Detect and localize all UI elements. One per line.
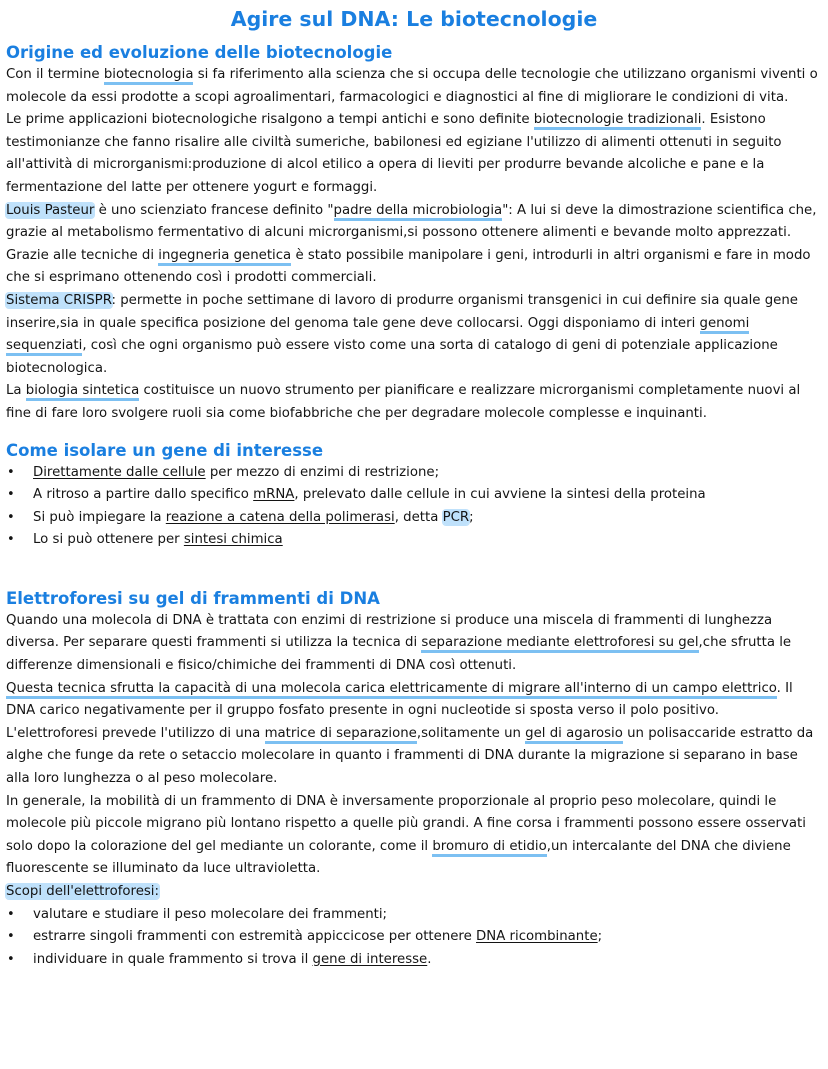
spacer (6, 426, 822, 440)
text: ; (469, 509, 474, 525)
highlight-term: Sistema CRISPR (6, 292, 112, 308)
underlined-term: gene di interesse (312, 951, 428, 967)
paragraph (6, 64, 822, 109)
text: In generale, la mobilità di un frammento di DNA è inversamente proporzionale al proprio peso molecolare, quindi le molecole più piccole migrano più lontano rispetto a quelle più grandi. A fine corsa i frammenti possono essere osservati solo dopo la colorazione del gel mediante un colorante, come il (6, 793, 806, 854)
highlight-term: bromuro di etidio (432, 839, 546, 857)
text: . Esistono testimonianze che fanno risalire alle civiltà sumeriche, babilonesi ed egiziane l'utilizzo di alimenti ottenuti in seguito all'attività di microrganismi:produzione di alcol etilico a opera di lieviti per produrre bevande alcoliche e pane e la fermentazione del latte per ottenere yogurt e formaggi. (6, 112, 782, 195)
text: Lo si può ottenere per (33, 532, 184, 548)
text: Si può impiegare la (33, 509, 166, 525)
highlight-term: matrice di separazione (265, 726, 417, 744)
highlight-term: padre della microbiologia (334, 203, 503, 221)
text: costituisce un nuovo strumento per pianificare e realizzare microrganismi completamente nuovi al fine di fare loro svolgere ruoli sia come biofabbriche che per degradare molecole complesse e inquinanti. (6, 383, 801, 421)
highlight-term: Louis Pasteur (6, 202, 95, 218)
bullet-icon: • (7, 487, 15, 503)
underlined-term: reazione a catena della polimerasi (165, 509, 395, 525)
paragraph (6, 678, 822, 723)
highlight-term: biotecnologie tradizionali (534, 112, 702, 130)
paragraph (6, 723, 822, 791)
highlight-term: genomi sequenziati (6, 316, 749, 357)
underlined-term: sintesi chimica (183, 532, 283, 548)
text: Quando una molecola di DNA è trattata con enzimi di restrizione si produce una miscela di frammenti di lunghezza diversa. Per separare questi frammenti si utilizza la tecnica di (6, 612, 773, 651)
paragraph (6, 610, 822, 678)
text: individuare in quale frammento si trova il (33, 951, 313, 967)
underlined-term: DNA ricombinante (476, 929, 598, 945)
paragraph (6, 881, 822, 904)
section-heading: Origine ed evoluzione delle biotecnologie (6, 43, 393, 62)
text: ,che sfrutta le differenze dimensionali e fisico/chimiche dei frammenti di DNA così ottenuti. (6, 635, 792, 674)
text: , così che ogni organismo può essere visto come una sorta di catalogo di geni di potenziale applicazione biotecnologica. (6, 338, 778, 376)
text: è uno scienziato francese definito " (94, 202, 334, 218)
section-origine (6, 42, 822, 426)
section-elettroforesi (6, 588, 822, 972)
highlight-term: PCR (442, 509, 470, 525)
text: , detta (394, 509, 443, 525)
text: estrarre singoli frammenti con estremità appiccicose per ottenere (33, 929, 477, 945)
text: . (427, 951, 432, 967)
bullet-list (6, 462, 822, 552)
text: ,solitamente un (416, 725, 526, 741)
text: Le prime applicazioni biotecnologiche risalgono a tempi antichi e sono definite (6, 112, 534, 128)
text: Con il termine (6, 67, 104, 82)
paragraph (6, 245, 822, 290)
text: La (6, 383, 26, 399)
bullet-icon: • (7, 532, 15, 548)
text: ; (597, 929, 603, 945)
text: A ritroso a partire dallo specifico (33, 487, 254, 503)
highlight-term: Questa tecnica sfrutta la capacità di una molecola carica elettricamente di migrare all'interno di un campo elettrico (6, 681, 777, 699)
paragraph (6, 380, 822, 425)
paragraph (6, 109, 822, 199)
text: Grazie alle tecniche di (6, 247, 159, 263)
list-item (6, 484, 822, 507)
text: è stato possibile manipolare i geni, introdurli in altri organismi e fare in modo che si esprimano ottenendo così i prodotti commerciali. (6, 247, 811, 286)
bullet-list (6, 904, 822, 972)
section-isolare-gene (6, 440, 822, 552)
text: si fa riferimento alla scienza che si occupa delle tecnologie che utilizzano organismi viventi o molecole da essi prodotte a scopi agroalimentari, farmacologici e diagnostici al fine di migliorare le condizioni di vita. (6, 67, 818, 105)
highlight-term: biologia sintetica (26, 383, 139, 401)
paragraph (6, 290, 822, 380)
text: valutare e studiare il peso molecolare dei frammenti; (33, 906, 388, 922)
text: , prelevato dalle cellule in cui avviene la sintesi della proteina (294, 487, 706, 503)
bullet-icon: • (7, 929, 15, 945)
text: ": A lui si deve la dimostrazione scientifica che, grazie al metabolismo fermentativo di alcuni microrganismi,si possono ottenere alimenti e bevande molto apprezzati. (6, 202, 817, 241)
list-item (6, 507, 822, 530)
list-item (6, 529, 822, 552)
highlight-term: ingegneria genetica (158, 248, 291, 266)
underlined-term: mRNA (253, 487, 295, 503)
text: . Il DNA carico negativamente per il gruppo fosfato presente in ogni nucleotide si sposta verso il polo positivo. (6, 680, 793, 719)
highlight-term: gel di agarosio (525, 726, 623, 744)
text: per mezzo di enzimi di restrizione; (205, 464, 440, 480)
bullet-icon: • (7, 906, 15, 922)
paragraph (6, 200, 822, 245)
text: un polisaccaride estratto da alghe che funge da rete o setaccio molecolare in quanto i frammenti di DNA durante la migrazione si separano in base alla loro lunghezza o al peso molecolare. (6, 725, 814, 787)
list-item (6, 462, 822, 485)
section-heading: Elettroforesi su gel di frammenti di DNA (6, 588, 380, 608)
bullet-icon: • (7, 509, 15, 525)
underlined-term: Direttamente dalle cellule (33, 464, 206, 480)
spacer (6, 552, 822, 588)
list-item (6, 949, 822, 972)
page-title: Agire sul DNA: Le biotecnologie (230, 7, 598, 31)
highlight-term: biotecnologia (104, 67, 194, 85)
text: L'elettroforesi prevede l'utilizzo di una (6, 725, 265, 741)
bullet-icon: • (7, 951, 15, 967)
list-item (6, 926, 822, 949)
highlight-term: Scopi dell'elettroforesi: (6, 884, 159, 899)
text: ,un intercalante del DNA che diviene fluorescente se illuminato da luce ultravioletta. (6, 838, 791, 877)
bullet-icon: • (7, 464, 15, 480)
paragraph (6, 791, 822, 881)
section-heading: Come isolare un gene di interesse (6, 440, 324, 460)
highlight-term: separazione mediante elettroforesi su gel (421, 635, 698, 653)
text: : permette in poche settimane di lavoro di produrre organismi transgenici in cui definire sia quale gene inserire,sia in quale specifica posizione del genoma tale gene deve collocarsi. Oggi disponiamo di interi (6, 292, 798, 331)
list-item (6, 904, 822, 927)
